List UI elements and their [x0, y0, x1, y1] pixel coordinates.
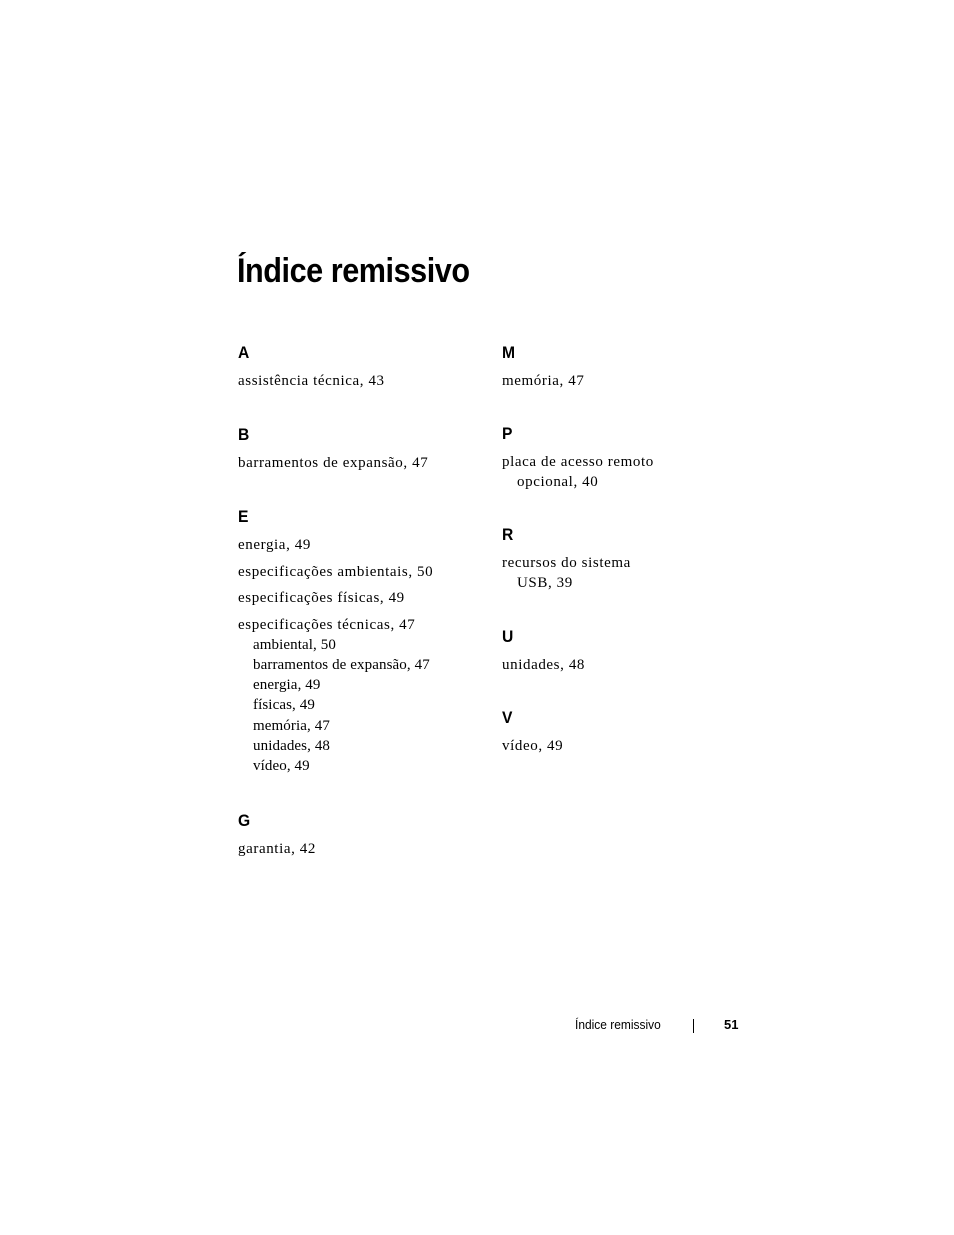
- index-subentry: barramentos de expansão, 47: [253, 656, 430, 673]
- index-entry: [502, 452, 752, 492]
- index-letter-heading: M: [502, 343, 516, 362]
- index-letter-heading: E: [238, 507, 249, 526]
- page-footer: [575, 1015, 740, 1035]
- index-subentry: opcional, 40: [517, 474, 599, 490]
- index-subentry: físicas, 49: [253, 697, 315, 714]
- index-entry: [238, 588, 488, 608]
- index-section-g: [238, 810, 488, 859]
- index-section-e: [238, 506, 488, 777]
- index-letter-heading: R: [502, 525, 514, 545]
- index-entry: [238, 535, 488, 555]
- index-letter-heading: G: [238, 810, 251, 830]
- index-entry: [238, 839, 488, 859]
- index-subentry: energia, 49: [253, 677, 321, 694]
- page-title: Índice remissivo: [237, 252, 470, 290]
- index-letter-heading: A: [238, 343, 250, 362]
- index-section-b: [238, 424, 488, 473]
- index-entry: [502, 553, 752, 593]
- index-subentry: memória, 47: [253, 717, 330, 734]
- index-entry-text: vídeo, 49: [502, 737, 564, 754]
- index-entry-text: assistência técnica, 43: [238, 373, 385, 389]
- index-entry-text: especificações ambientais, 50: [238, 563, 434, 580]
- index-subentry: vídeo, 49: [253, 758, 310, 775]
- index-section-r: [502, 524, 752, 593]
- index-section-a: [238, 342, 488, 391]
- index-entry-text: especificações físicas, 49: [238, 590, 405, 606]
- footer-section-title: Índice remissivo: [575, 1017, 661, 1032]
- index-entry-text: especificações técnicas, 47: [238, 616, 416, 633]
- footer-separator: [693, 1019, 694, 1033]
- index-entry-text: unidades, 48: [502, 656, 586, 673]
- index-entry-text: barramentos de expansão, 47: [238, 455, 429, 471]
- index-entry-text: garantia, 42: [238, 840, 317, 857]
- index-column-left: [238, 342, 488, 859]
- index-entry: [238, 453, 488, 473]
- index-entry-text: energia, 49: [238, 537, 311, 553]
- index-section-m: [502, 342, 752, 391]
- index-entry: [502, 655, 752, 675]
- index-letter-heading: U: [502, 626, 514, 646]
- index-entry: [238, 371, 488, 391]
- index-entry: [502, 371, 752, 391]
- index-letter-heading: B: [238, 425, 250, 444]
- index-entry-text: recursos do sistema: [502, 555, 631, 572]
- index-subentry: unidades, 48: [253, 737, 331, 754]
- index-section-p: [502, 423, 752, 492]
- index-entry: [238, 615, 488, 777]
- index-subentry: ambiental, 50: [253, 636, 336, 653]
- index-subentry: USB, 39: [517, 575, 573, 592]
- index-section-u: [502, 626, 752, 675]
- index-letter-heading: V: [502, 707, 513, 727]
- index-letter-heading: P: [502, 424, 513, 443]
- index-entry: [238, 562, 488, 582]
- index-entry: [502, 736, 752, 756]
- page-number: 51: [724, 1017, 739, 1032]
- index-column-right: [502, 342, 752, 756]
- index-entry-text: placa de acesso remoto: [502, 454, 654, 470]
- index-entry-text: memória, 47: [502, 373, 585, 389]
- index-section-v: [502, 707, 752, 756]
